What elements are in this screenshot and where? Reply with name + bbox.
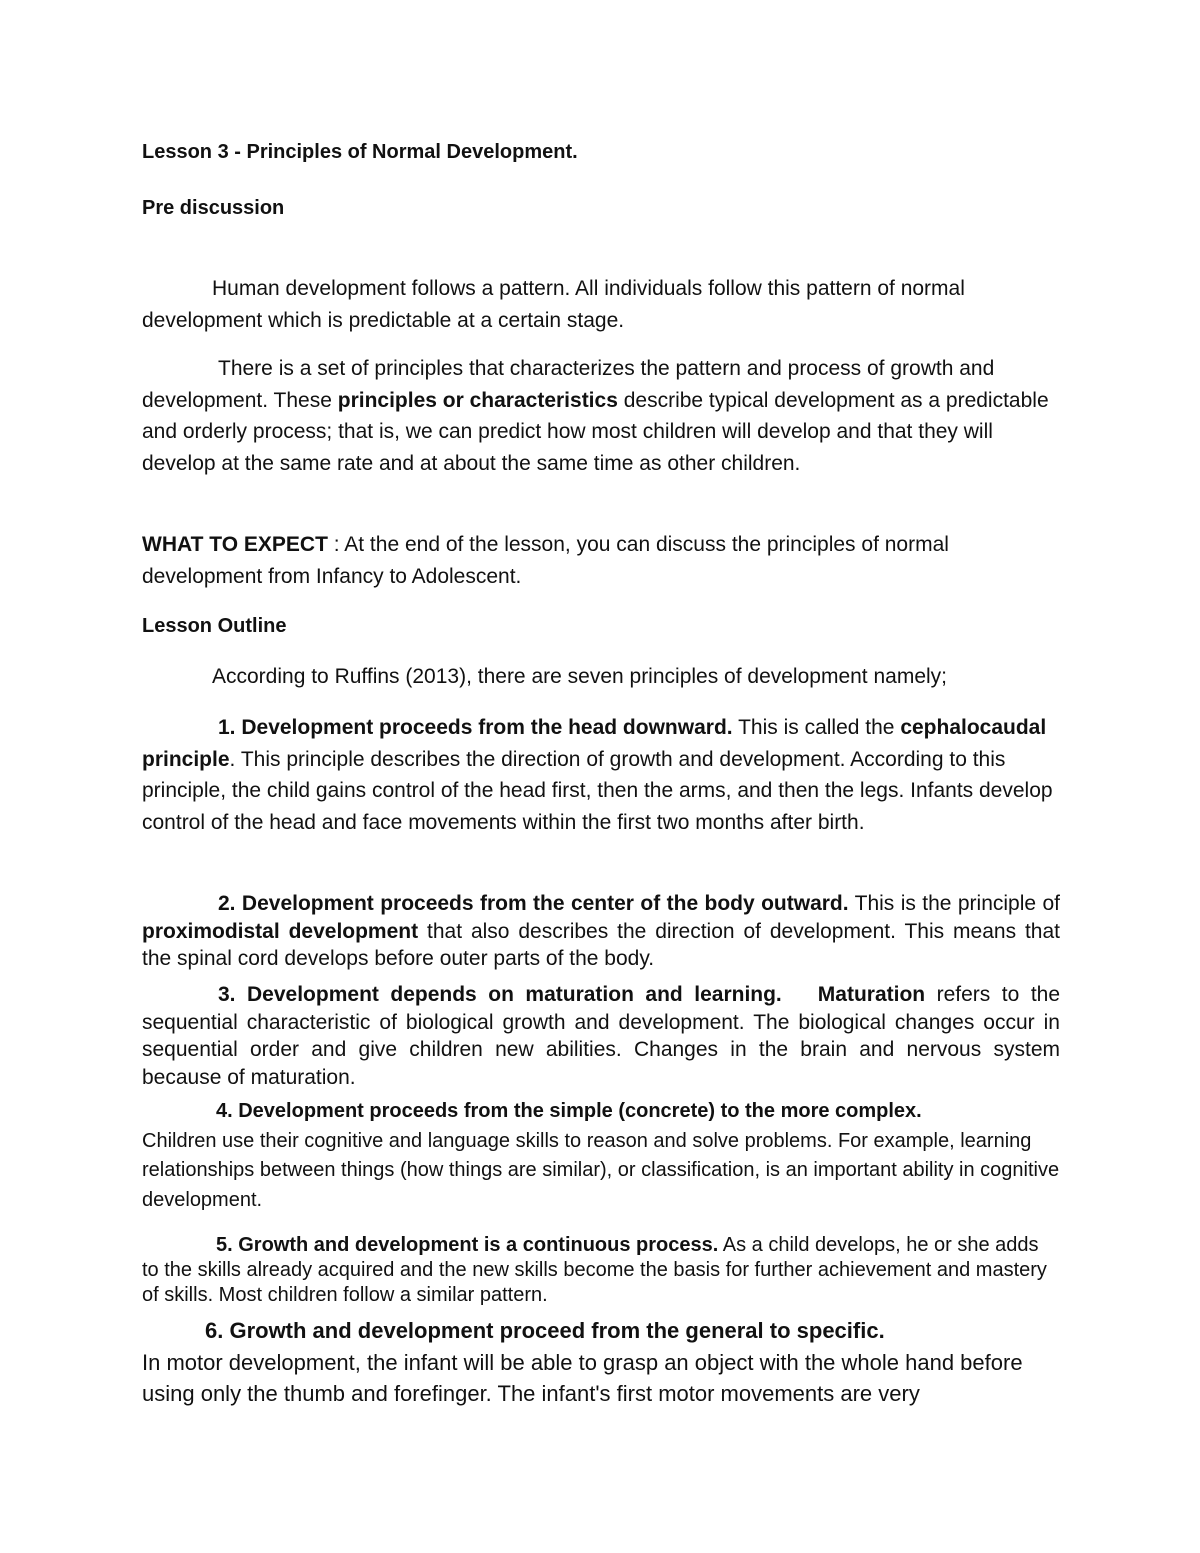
pre-discussion-text-2b: describe typical development as a predictable and orderly process; that is, we can predict how most children will develop and that they will develop at the same rate and at about the same time as other children.: [142, 388, 1049, 475]
principle-3: [142, 981, 1060, 1091]
principle-2-text-a: This is the principle of: [848, 892, 1061, 915]
principle-1-title: 1. Development proceeds from the head downward.: [218, 716, 733, 739]
principle-4: [142, 1097, 1060, 1215]
pre-discussion-heading: Pre discussion: [142, 197, 285, 219]
principle-4-title: 4. Development proceeds from the simple (concrete) to the more complex.: [216, 1100, 922, 1122]
principle-6-title: 6. Growth and development proceed from the general to specific.: [205, 1318, 885, 1343]
principle-6: [142, 1315, 1060, 1410]
outline-intro: [142, 665, 1060, 689]
what-to-expect-label: WHAT TO EXPECT: [142, 533, 328, 556]
principle-6-text: In motor development, the infant will be able to grasp an object with the whole hand before using only the thumb and forefinger. The infant's first motor movements are very: [142, 1349, 1023, 1406]
principle-1-term: cephalocaudal principle: [142, 716, 1047, 771]
principle-1-text-a: This is called the: [732, 716, 901, 739]
principle-5-text: As a child develops, he or she adds to the skills already acquired and the new skills become the basis for further achievement and mastery of skills. Most children follow a similar pattern.: [142, 1234, 1047, 1306]
principle-4-text: Children use their cognitive and language skills to reason and solve problems. For example, learning relationships between things (how things are similar), or classification, is an important ability in cognitive development.: [142, 1129, 1060, 1211]
pre-discussion-text-2a: There is a set of principles that characterizes the pattern and process of growth and development. These: [142, 357, 995, 412]
principle-3-title: 3. Development depends on maturation and learning.: [218, 983, 782, 1006]
principle-5-title: 5. Growth and development is a continuous process.: [216, 1234, 719, 1256]
principle-2-term: proximodistal development: [142, 919, 419, 943]
page-title: Lesson 3 - Principles of Normal Development.: [142, 141, 578, 163]
pre-discussion-text-1: Human development follows a pattern. All individuals follow this pattern of normal development which is predictable at a certain stage.: [142, 277, 965, 332]
what-to-expect-paragraph: [142, 529, 1060, 592]
principle-2: [142, 890, 1060, 973]
principle-2-title: 2. Development proceeds from the center of the body outward.: [218, 892, 849, 915]
principles-emphasis: principles or characteristics: [337, 388, 618, 412]
principle-2-text-b: that also describes the direction of development. This means that the spinal cord develops before outer parts of the body.: [142, 919, 1060, 970]
principle-5: [142, 1233, 1060, 1308]
principle-3-term: Maturation: [817, 983, 926, 1006]
pre-discussion-paragraph-2: [142, 353, 1060, 479]
principle-1-text-b: . This principle describes the direction of growth and development. According to this principle, the child gains control of the head first, then the arms, and then the legs. Infants develop control of the head and face movements within the first two months after birth.: [142, 747, 1053, 834]
outline-intro-text: According to Ruffins (2013), there are seven principles of development namely;: [212, 665, 948, 688]
pre-discussion-paragraph-1: [142, 273, 1060, 336]
principle-1: [142, 712, 1060, 838]
lesson-outline-heading: Lesson Outline: [142, 615, 287, 637]
what-to-expect-text: : At the end of the lesson, you can discuss the principles of normal development from Infancy to Adolescent.: [142, 533, 949, 588]
principle-3-text: refers to the sequential characteristic of biological growth and development. The biological changes occur in sequential order and give children new abilities. Changes in the brain and nervous system because of maturation.: [142, 983, 1061, 1089]
